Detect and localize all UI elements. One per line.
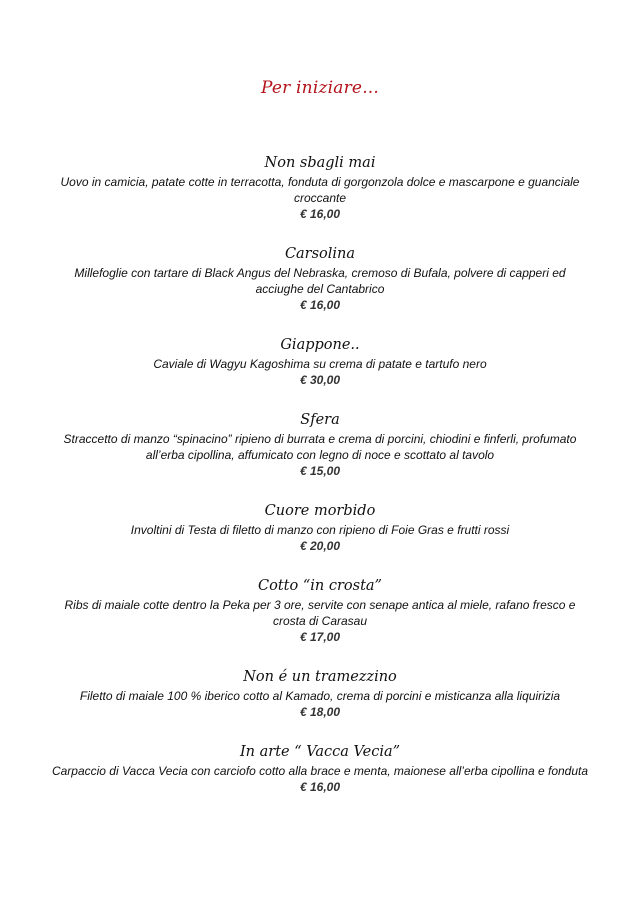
dish-name: Cotto “in crosta” [258, 578, 382, 594]
dish-price: € 18,00 [299, 705, 341, 719]
dish-name: Non sbagli mai [264, 155, 376, 171]
dish-name: Cuore morbido [264, 503, 376, 519]
dish-name: Giappone.. [280, 337, 360, 353]
dish-item [32, 666, 608, 720]
dish-item [60, 575, 580, 645]
dish-price: € 16,00 [299, 780, 341, 794]
dish-description: Millefoglie con tartare di Black Angus del Nebraska, cremoso di Bufala, polvere di capperi ed acciughe del Cantabrico [74, 266, 566, 296]
dish-price: € 30,00 [299, 373, 341, 387]
dish-item [60, 243, 580, 313]
dish-list [51, 152, 589, 795]
dish-description: Straccetto di manzo “spinacino” ripieno di burrata e crema di porcini, chiodini e finferli, profumato all’erba cipollina, affumicato con legno di noce e scottato al tavolo [63, 432, 577, 462]
dish-price: € 16,00 [299, 298, 341, 312]
dish-description: Carpaccio di Vacca Vecia con carciofo cotto alla brace e menta, maionese all’erba cipollina e fonduta [51, 764, 589, 778]
dish-name: Sfera [300, 412, 340, 428]
dish-item [32, 741, 608, 795]
dish-item [60, 409, 580, 479]
dish-price: € 16,00 [299, 207, 341, 221]
dish-name: Carsolina [284, 246, 356, 262]
section-title: Per iniziare... [260, 78, 379, 98]
dish-price: € 15,00 [299, 464, 341, 478]
dish-description: Ribs di maiale cotte dentro la Peka per 3 ore, servite con senape antica al miele, rafano fresco e crosta di Carasau [64, 598, 576, 628]
dish-price: € 20,00 [299, 539, 341, 553]
dish-item [60, 500, 580, 554]
dish-name: In arte “ Vacca Vecia” [239, 744, 401, 760]
dish-description: Involtini di Testa di filetto di manzo con ripieno di Foie Gras e frutti rossi [130, 523, 510, 537]
dish-name: Non é un tramezzino [243, 669, 397, 685]
dish-item [60, 334, 580, 388]
dish-item [60, 152, 580, 222]
dish-description: Caviale di Wagyu Kagoshima su crema di patate e tartufo nero [153, 357, 487, 371]
dish-description: Uovo in camicia, patate cotte in terracotta, fonduta di gorgonzola dolce e mascarpone e guanciale croccante [60, 175, 580, 205]
dish-price: € 17,00 [299, 630, 341, 644]
dish-description: Filetto di maiale 100 % iberico cotto al Kamado, crema di porcini e misticanza alla liquirizia [79, 689, 561, 703]
